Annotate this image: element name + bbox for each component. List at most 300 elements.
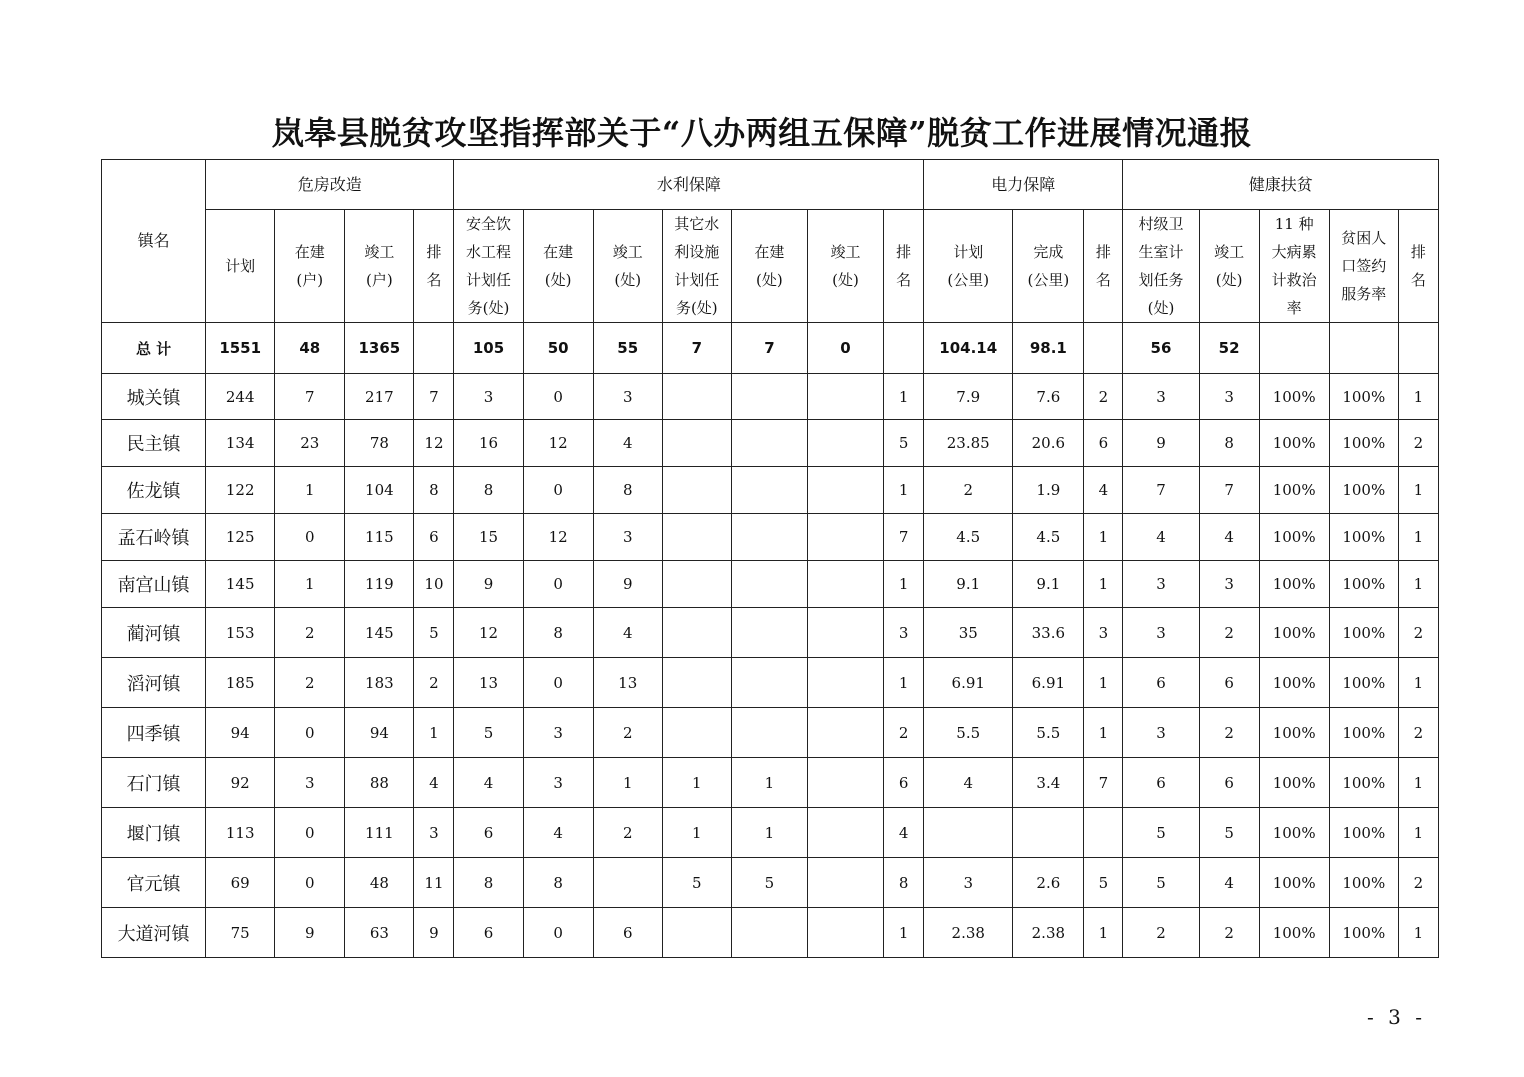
table-cell: 100% xyxy=(1259,467,1329,514)
table-cell xyxy=(807,374,883,420)
table-cell xyxy=(662,374,731,420)
table-cell: 100% xyxy=(1329,808,1398,858)
table-cell: 2.6 xyxy=(1013,858,1084,908)
table-cell: 9.1 xyxy=(1013,561,1084,608)
table-cell: 7 xyxy=(414,374,454,420)
table-cell: 100% xyxy=(1329,467,1398,514)
table-cell: 7.6 xyxy=(1013,374,1084,420)
town-name-cell: 南宫山镇 xyxy=(102,561,206,608)
table-cell xyxy=(807,561,883,608)
total-cell: 1365 xyxy=(345,323,414,374)
table-cell: 100% xyxy=(1329,420,1398,467)
health-clinic-done-header: 竣工 (处) xyxy=(1199,210,1259,323)
town-name-cell: 滔河镇 xyxy=(102,658,206,708)
table-cell xyxy=(807,514,883,561)
table-cell: 35 xyxy=(924,608,1013,658)
water-drink-plan-header: 安全饮 水工程 计划任 务(处) xyxy=(454,210,523,323)
town-row xyxy=(102,561,1439,608)
table-cell: 122 xyxy=(206,467,275,514)
table-cell: 1 xyxy=(1398,908,1438,958)
table-cell: 5 xyxy=(1123,858,1199,908)
town-row xyxy=(102,608,1439,658)
table-cell: 48 xyxy=(345,858,414,908)
table-cell: 7 xyxy=(884,514,924,561)
table-cell: 100% xyxy=(1329,374,1398,420)
table-cell: 12 xyxy=(454,608,523,658)
table-cell: 8 xyxy=(593,467,662,514)
table-cell: 6 xyxy=(593,908,662,958)
table-cell: 20.6 xyxy=(1013,420,1084,467)
town-name-cell: 堰门镇 xyxy=(102,808,206,858)
town-name-cell: 蔺河镇 xyxy=(102,608,206,658)
town-name-cell: 民主镇 xyxy=(102,420,206,467)
table-cell: 1 xyxy=(884,374,924,420)
table-cell xyxy=(1084,808,1123,858)
water-other-building-header: 在建 (处) xyxy=(731,210,807,323)
water-group-header: 水利保障 xyxy=(454,160,924,210)
table-cell: 2 xyxy=(593,808,662,858)
table-cell: 2 xyxy=(1199,708,1259,758)
table-cell: 23.85 xyxy=(924,420,1013,467)
table-cell: 6 xyxy=(454,808,523,858)
table-cell: 7 xyxy=(1123,467,1199,514)
table-cell: 78 xyxy=(345,420,414,467)
table-cell: 119 xyxy=(345,561,414,608)
table-cell: 4 xyxy=(593,608,662,658)
table-cell: 1 xyxy=(884,467,924,514)
table-cell: 8 xyxy=(454,858,523,908)
table-cell xyxy=(807,758,883,808)
table-cell: 5 xyxy=(454,708,523,758)
progress-table xyxy=(101,159,1439,958)
table-cell: 88 xyxy=(345,758,414,808)
table-cell: 2 xyxy=(275,658,345,708)
table-cell: 5 xyxy=(1123,808,1199,858)
table-cell: 3 xyxy=(275,758,345,808)
table-cell: 2 xyxy=(1398,608,1438,658)
table-cell xyxy=(662,608,731,658)
table-cell: 3 xyxy=(1123,374,1199,420)
town-row xyxy=(102,658,1439,708)
total-row xyxy=(102,323,1439,374)
table-cell: 100% xyxy=(1329,658,1398,708)
town-row xyxy=(102,708,1439,758)
table-cell: 8 xyxy=(454,467,523,514)
table-cell: 1 xyxy=(884,561,924,608)
table-cell: 75 xyxy=(206,908,275,958)
total-cell: 104.14 xyxy=(924,323,1013,374)
table-cell: 12 xyxy=(414,420,454,467)
table-cell: 3 xyxy=(414,808,454,858)
table-cell: 4 xyxy=(454,758,523,808)
table-cell: 1 xyxy=(1398,758,1438,808)
table-cell: 9 xyxy=(593,561,662,608)
table-cell: 1 xyxy=(1398,374,1438,420)
total-cell: 1551 xyxy=(206,323,275,374)
town-row xyxy=(102,467,1439,514)
town-row xyxy=(102,514,1439,561)
health-illness-rate-header: 11 种 大病累 计救治 率 xyxy=(1259,210,1329,323)
table-cell xyxy=(731,374,807,420)
table-cell: 1 xyxy=(1084,908,1123,958)
table-cell: 2 xyxy=(1398,858,1438,908)
table-cell: 100% xyxy=(1259,420,1329,467)
table-cell: 6.91 xyxy=(924,658,1013,708)
table-cell: 9.1 xyxy=(924,561,1013,608)
table-cell: 6 xyxy=(1123,758,1199,808)
table-cell: 1.9 xyxy=(1013,467,1084,514)
table-cell: 0 xyxy=(523,908,593,958)
table-cell: 8 xyxy=(523,858,593,908)
water-drink-building-header: 在建 (处) xyxy=(523,210,593,323)
table-cell: 1 xyxy=(1084,658,1123,708)
table-cell: 1 xyxy=(275,561,345,608)
table-cell: 2 xyxy=(1123,908,1199,958)
table-cell: 100% xyxy=(1259,658,1329,708)
table-cell: 13 xyxy=(593,658,662,708)
table-cell xyxy=(662,420,731,467)
table-cell: 4 xyxy=(1199,514,1259,561)
table-cell: 6 xyxy=(1084,420,1123,467)
total-cell: 0 xyxy=(807,323,883,374)
table-cell: 9 xyxy=(1123,420,1199,467)
total-cell: 50 xyxy=(523,323,593,374)
table-cell xyxy=(807,467,883,514)
total-cell xyxy=(1398,323,1438,374)
table-cell xyxy=(731,514,807,561)
table-cell: 2.38 xyxy=(1013,908,1084,958)
table-cell: 69 xyxy=(206,858,275,908)
table-cell: 4 xyxy=(924,758,1013,808)
health-rank-header: 排 名 xyxy=(1398,210,1438,323)
table-cell: 1 xyxy=(593,758,662,808)
table-cell: 12 xyxy=(523,420,593,467)
table-cell: 0 xyxy=(275,808,345,858)
table-cell: 4.5 xyxy=(1013,514,1084,561)
table-cell: 11 xyxy=(414,858,454,908)
total-cell xyxy=(1259,323,1329,374)
table-cell xyxy=(807,420,883,467)
table-cell: 8 xyxy=(414,467,454,514)
table-cell: 100% xyxy=(1259,908,1329,958)
group-header-row xyxy=(102,160,1439,210)
town-name-cell: 官元镇 xyxy=(102,858,206,908)
table-cell: 3 xyxy=(523,758,593,808)
total-cell xyxy=(1084,323,1123,374)
table-cell: 3 xyxy=(884,608,924,658)
table-cell: 1 xyxy=(884,908,924,958)
table-cell: 115 xyxy=(345,514,414,561)
table-cell: 0 xyxy=(523,658,593,708)
table-cell: 5 xyxy=(884,420,924,467)
table-cell: 4.5 xyxy=(924,514,1013,561)
table-cell: 6 xyxy=(1123,658,1199,708)
table-cell xyxy=(731,420,807,467)
power-done-header: 完成 (公里) xyxy=(1013,210,1084,323)
total-cell xyxy=(1329,323,1398,374)
table-cell: 9 xyxy=(454,561,523,608)
water-drink-done-header: 竣工 (处) xyxy=(593,210,662,323)
town-name-cell: 四季镇 xyxy=(102,708,206,758)
table-cell: 1 xyxy=(662,808,731,858)
table-cell: 100% xyxy=(1259,514,1329,561)
document-title: 岚皋县脱贫攻坚指挥部关于“八办两组五保障”脱贫工作进展情况通报 xyxy=(271,114,1253,152)
table-cell: 100% xyxy=(1329,561,1398,608)
table-cell xyxy=(924,808,1013,858)
total-label-cell: 总 计 xyxy=(102,323,206,374)
total-cell: 7 xyxy=(731,323,807,374)
table-cell: 113 xyxy=(206,808,275,858)
town-name-cell: 佐龙镇 xyxy=(102,467,206,514)
table-cell: 0 xyxy=(523,467,593,514)
table-cell: 111 xyxy=(345,808,414,858)
town-row xyxy=(102,808,1439,858)
table-cell: 145 xyxy=(345,608,414,658)
table-cell: 3 xyxy=(523,708,593,758)
table-cell: 1 xyxy=(1398,808,1438,858)
table-cell: 94 xyxy=(206,708,275,758)
table-cell: 100% xyxy=(1329,708,1398,758)
table-cell: 7.9 xyxy=(924,374,1013,420)
total-cell: 98.1 xyxy=(1013,323,1084,374)
town-name-cell: 城关镇 xyxy=(102,374,206,420)
town-header: 镇名 xyxy=(102,160,206,323)
table-cell: 5.5 xyxy=(924,708,1013,758)
power-plan-header: 计划 (公里) xyxy=(924,210,1013,323)
table-cell: 4 xyxy=(593,420,662,467)
table-cell: 6 xyxy=(1199,758,1259,808)
table-cell xyxy=(807,908,883,958)
table-cell: 125 xyxy=(206,514,275,561)
table-cell: 1 xyxy=(1084,514,1123,561)
table-cell: 2 xyxy=(593,708,662,758)
table-cell: 100% xyxy=(1259,374,1329,420)
table-cell: 185 xyxy=(206,658,275,708)
table-cell xyxy=(731,608,807,658)
water-rank-header: 排 名 xyxy=(884,210,924,323)
table-cell xyxy=(807,808,883,858)
table-cell: 0 xyxy=(523,374,593,420)
table-cell xyxy=(662,908,731,958)
table-cell: 0 xyxy=(275,858,345,908)
table-cell: 7 xyxy=(1084,758,1123,808)
table-cell: 0 xyxy=(275,708,345,758)
table-cell: 3 xyxy=(1123,708,1199,758)
table-cell: 4 xyxy=(414,758,454,808)
table-cell: 0 xyxy=(275,514,345,561)
table-cell: 0 xyxy=(523,561,593,608)
total-cell: 7 xyxy=(662,323,731,374)
table-cell: 100% xyxy=(1259,808,1329,858)
housing-done-header: 竣工 (户) xyxy=(345,210,414,323)
table-cell xyxy=(731,708,807,758)
table-cell xyxy=(807,858,883,908)
table-cell: 1 xyxy=(1398,561,1438,608)
housing-plan-header: 计划 xyxy=(206,210,275,323)
table-cell: 7 xyxy=(275,374,345,420)
table-cell xyxy=(593,858,662,908)
table-cell: 183 xyxy=(345,658,414,708)
table-cell xyxy=(662,708,731,758)
table-cell: 104 xyxy=(345,467,414,514)
table-cell: 3 xyxy=(1084,608,1123,658)
power-rank-header: 排 名 xyxy=(1084,210,1123,323)
table-cell: 5 xyxy=(414,608,454,658)
health-clinic-plan-header: 村级卫 生室计 划任务 (处) xyxy=(1123,210,1199,323)
table-cell: 12 xyxy=(523,514,593,561)
table-cell: 3 xyxy=(924,858,1013,908)
table-cell xyxy=(731,561,807,608)
table-cell: 3 xyxy=(1123,608,1199,658)
health-group-header: 健康扶贫 xyxy=(1123,160,1439,210)
table-cell: 5.5 xyxy=(1013,708,1084,758)
town-name-cell: 石门镇 xyxy=(102,758,206,808)
page-number: - 3 - xyxy=(1367,1005,1426,1029)
table-cell: 5 xyxy=(1199,808,1259,858)
table-cell: 100% xyxy=(1259,758,1329,808)
housing-building-header: 在建 (户) xyxy=(275,210,345,323)
table-cell: 16 xyxy=(454,420,523,467)
table-cell: 1 xyxy=(1398,514,1438,561)
town-row xyxy=(102,758,1439,808)
table-cell: 23 xyxy=(275,420,345,467)
table-cell: 2 xyxy=(924,467,1013,514)
table-cell: 1 xyxy=(662,758,731,808)
table-cell: 2 xyxy=(1398,708,1438,758)
table-cell: 1 xyxy=(1398,467,1438,514)
table-cell: 100% xyxy=(1329,514,1398,561)
table-cell xyxy=(662,467,731,514)
table-cell: 1 xyxy=(731,808,807,858)
health-sign-rate-header: 贫困人 口签约 服务率 xyxy=(1329,210,1398,323)
table-cell: 100% xyxy=(1259,858,1329,908)
table-cell: 1 xyxy=(275,467,345,514)
table-cell: 134 xyxy=(206,420,275,467)
total-cell: 56 xyxy=(1123,323,1199,374)
table-cell: 2 xyxy=(1199,908,1259,958)
table-cell xyxy=(807,708,883,758)
total-cell: 52 xyxy=(1199,323,1259,374)
town-name-cell: 大道河镇 xyxy=(102,908,206,958)
table-cell: 10 xyxy=(414,561,454,608)
table-cell: 2 xyxy=(1199,608,1259,658)
table-cell: 5 xyxy=(662,858,731,908)
table-cell: 3 xyxy=(1123,561,1199,608)
housing-rank-header: 排 名 xyxy=(414,210,454,323)
table-cell: 9 xyxy=(414,908,454,958)
table-cell: 145 xyxy=(206,561,275,608)
table-cell: 100% xyxy=(1259,561,1329,608)
town-row xyxy=(102,374,1439,420)
table-cell: 4 xyxy=(884,808,924,858)
town-row xyxy=(102,420,1439,467)
table-cell: 8 xyxy=(1199,420,1259,467)
town-row xyxy=(102,858,1439,908)
table-cell: 5 xyxy=(1084,858,1123,908)
table-cell xyxy=(807,608,883,658)
table-cell xyxy=(731,908,807,958)
table-cell: 3 xyxy=(1199,561,1259,608)
table-cell: 100% xyxy=(1259,708,1329,758)
table-cell: 1 xyxy=(1084,561,1123,608)
table-cell: 100% xyxy=(1259,608,1329,658)
total-cell xyxy=(414,323,454,374)
table-cell: 94 xyxy=(345,708,414,758)
town-name-cell: 孟石岭镇 xyxy=(102,514,206,561)
total-cell: 48 xyxy=(275,323,345,374)
table-cell: 100% xyxy=(1329,908,1398,958)
table-cell: 2 xyxy=(884,708,924,758)
table-cell xyxy=(731,467,807,514)
table-cell: 6 xyxy=(1199,658,1259,708)
total-cell: 55 xyxy=(593,323,662,374)
table-cell: 6 xyxy=(454,908,523,958)
table-cell: 1 xyxy=(1398,658,1438,708)
table-cell: 153 xyxy=(206,608,275,658)
table-cell: 4 xyxy=(523,808,593,858)
table-cell: 2.38 xyxy=(924,908,1013,958)
table-cell: 1 xyxy=(731,758,807,808)
table-cell: 217 xyxy=(345,374,414,420)
table-cell: 100% xyxy=(1329,858,1398,908)
table-cell: 3 xyxy=(593,514,662,561)
sub-header-row xyxy=(102,210,1439,323)
housing-group-header: 危房改造 xyxy=(206,160,454,210)
total-cell: 105 xyxy=(454,323,523,374)
table-cell: 5 xyxy=(731,858,807,908)
table-cell: 2 xyxy=(1398,420,1438,467)
table-cell: 2 xyxy=(1084,374,1123,420)
table-cell: 1 xyxy=(884,658,924,708)
table-cell: 244 xyxy=(206,374,275,420)
table-cell: 92 xyxy=(206,758,275,808)
table-cell xyxy=(662,658,731,708)
table-cell: 1 xyxy=(414,708,454,758)
table-cell xyxy=(731,658,807,708)
table-cell: 7 xyxy=(1199,467,1259,514)
table-cell: 4 xyxy=(1084,467,1123,514)
table-cell: 13 xyxy=(454,658,523,708)
total-cell xyxy=(884,323,924,374)
table-cell: 2 xyxy=(414,658,454,708)
water-other-done-header: 竣工 (处) xyxy=(807,210,883,323)
table-cell: 100% xyxy=(1329,608,1398,658)
table-cell: 6 xyxy=(884,758,924,808)
table-cell: 3 xyxy=(593,374,662,420)
table-cell: 100% xyxy=(1329,758,1398,808)
town-row xyxy=(102,908,1439,958)
table-cell xyxy=(662,561,731,608)
table-cell xyxy=(662,514,731,561)
table-cell xyxy=(807,658,883,708)
table-cell: 3 xyxy=(1199,374,1259,420)
water-other-plan-header: 其它水 利设施 计划任 务(处) xyxy=(662,210,731,323)
table-cell: 3 xyxy=(454,374,523,420)
table-cell: 8 xyxy=(884,858,924,908)
table-cell: 15 xyxy=(454,514,523,561)
table-cell: 2 xyxy=(275,608,345,658)
table-cell: 6 xyxy=(414,514,454,561)
table-cell: 33.6 xyxy=(1013,608,1084,658)
table-cell: 4 xyxy=(1199,858,1259,908)
table-cell: 6.91 xyxy=(1013,658,1084,708)
power-group-header: 电力保障 xyxy=(924,160,1123,210)
table-cell: 4 xyxy=(1123,514,1199,561)
table-cell: 63 xyxy=(345,908,414,958)
table-cell xyxy=(1013,808,1084,858)
table-cell: 3.4 xyxy=(1013,758,1084,808)
table-cell: 9 xyxy=(275,908,345,958)
